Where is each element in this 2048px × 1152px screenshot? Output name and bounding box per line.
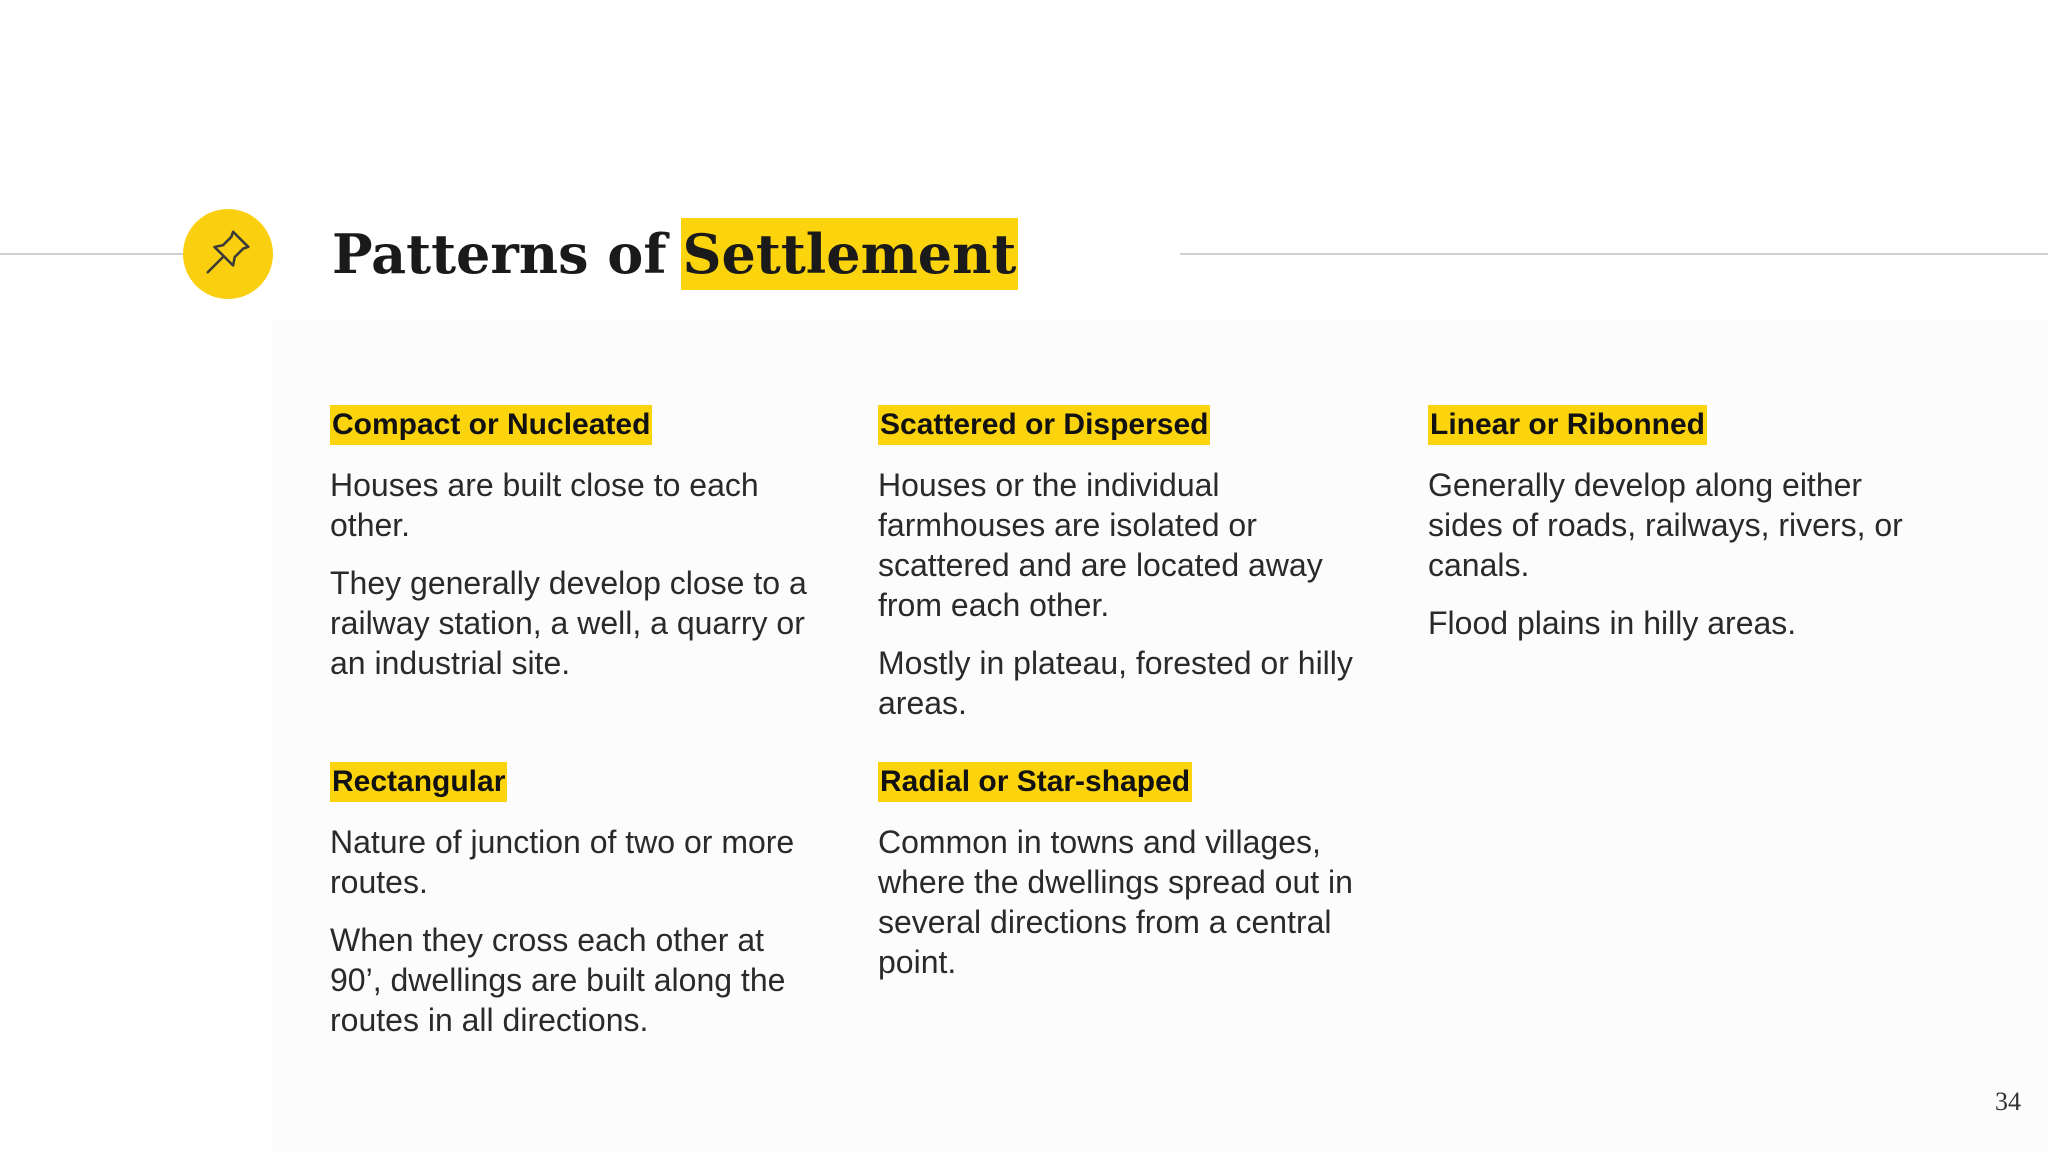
pattern-heading: Scattered or Dispersed: [878, 405, 1210, 445]
pattern-scattered: [878, 405, 1368, 723]
pushpin-icon: [201, 225, 255, 284]
pattern-heading: Radial or Star-shaped: [878, 762, 1192, 802]
pattern-linear: [1428, 405, 1928, 643]
pattern-heading: Compact or Nucleated: [330, 405, 652, 445]
pattern-description: When they cross each other at 90’, dwellings are built along the routes in all directions.: [330, 922, 786, 1038]
pin-badge: [183, 209, 273, 299]
pattern-description: Houses are built close to each other.: [330, 467, 759, 543]
pattern-description: Common in towns and villages, where the dwellings spread out in several directions from a central point.: [878, 824, 1353, 980]
pattern-compact: [330, 405, 820, 683]
pattern-description: Generally develop along either sides of roads, railways, rivers, or canals.: [1428, 467, 1903, 583]
pattern-description: Mostly in plateau, forested or hilly areas.: [878, 645, 1353, 721]
title-text: Patterns of: [332, 222, 667, 286]
pattern-heading: Rectangular: [330, 762, 507, 802]
pattern-description: Houses or the individual farmhouses are isolated or scattered and are located away from each other.: [878, 467, 1323, 623]
pattern-description: They generally develop close to a railway station, a well, a quarry or an industrial site.: [330, 565, 807, 681]
page-number: 34: [1995, 1087, 2021, 1116]
pattern-description: Nature of junction of two or more routes.: [330, 824, 795, 900]
pattern-description: Flood plains in hilly areas.: [1428, 605, 1797, 641]
page-title: [332, 214, 1018, 294]
pattern-heading: Linear or Ribonned: [1428, 405, 1707, 445]
pattern-radial: [878, 762, 1368, 982]
title-rule-right: [1180, 253, 2048, 255]
title-highlight: Settlement: [681, 218, 1019, 290]
pattern-rectangular: [330, 762, 820, 1040]
